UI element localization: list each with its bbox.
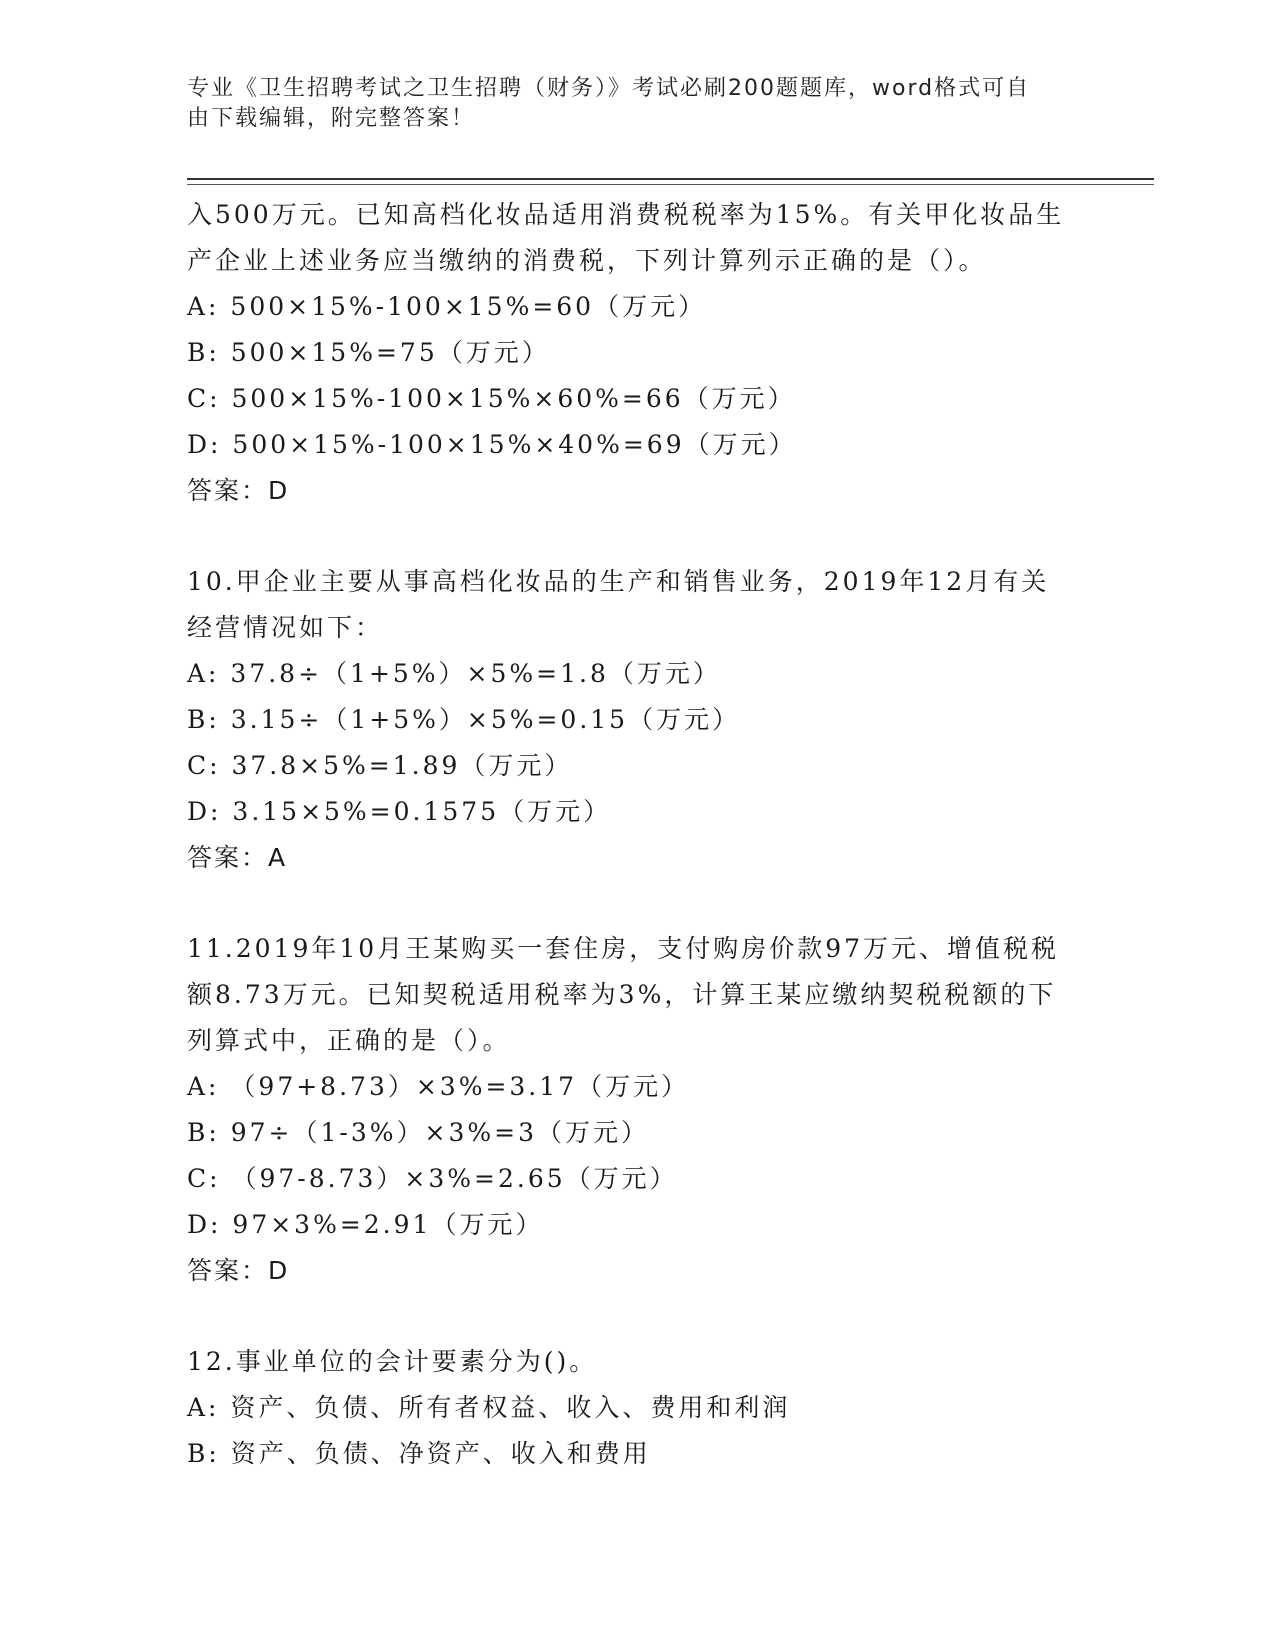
question-stem-line: 额8.73万元。已知契税适用税率为3%，计算王某应缴纳契税税额的下	[187, 980, 1057, 1009]
option-a: A: 资产、负债、所有者权益、收入、费用和利润	[187, 1393, 791, 1422]
question-stem-line: 11.2019年10月王某购买一套住房，支付购房价款97万元、增值税税	[187, 934, 1060, 963]
question-stem-line: 列算式中，正确的是（）。	[187, 1026, 511, 1055]
answer-line: 答案：D	[187, 476, 290, 505]
answer-line: 答案：A	[187, 843, 288, 872]
question-stem-line: 10.甲企业主要从事高档化妆品的生产和销售业务，2019年12月有关	[187, 567, 1050, 596]
document-header	[187, 74, 1067, 134]
answer-line: 答案：D	[187, 1256, 290, 1285]
option-c: C: 37.8×5%=1.89（万元）	[187, 751, 573, 780]
header-line-1: 专业《卫生招聘考试之卫生招聘（财务）》考试必刷200题题库，word格式可自	[187, 76, 1031, 101]
spacer	[187, 1294, 1087, 1339]
document-body	[187, 192, 1087, 1477]
question-stem-line: 经营情况如下：	[187, 613, 384, 642]
header-line-2: 由下载编辑，附完整答案！	[187, 106, 476, 131]
header-divider-thin	[187, 184, 1154, 185]
spacer	[187, 514, 1087, 559]
option-d: D: 500×15%-100×15%×40%=69（万元）	[187, 430, 797, 459]
question-stem-line: 12.事业单位的会计要素分为()。	[187, 1347, 598, 1376]
spacer	[187, 881, 1087, 926]
option-d: D: 3.15×5%=0.1575（万元）	[187, 797, 612, 826]
option-c: C: 500×15%-100×15%×60%=66（万元）	[187, 384, 796, 413]
question-9	[187, 192, 1087, 514]
option-b: B: 97÷（1-3%）×3%=3（万元）	[187, 1118, 649, 1147]
option-d: D: 97×3%=2.91（万元）	[187, 1210, 544, 1239]
question-stem-line: 产企业上述业务应当缴纳的消费税，下列计算列示正确的是（）。	[187, 246, 987, 275]
option-b: B: 500×15%=75（万元）	[187, 338, 550, 367]
question-11	[187, 926, 1087, 1294]
option-a: A: 37.8÷（1+5%）×5%=1.8（万元）	[187, 659, 721, 688]
option-b: B: 资产、负债、净资产、收入和费用	[187, 1439, 651, 1468]
option-a: A: （97+8.73）×3%=3.17（万元）	[187, 1072, 690, 1101]
question-12	[187, 1339, 1087, 1477]
question-stem-line: 入500万元。已知高档化妆品适用消费税税率为15%。有关甲化妆品生	[187, 200, 1065, 229]
option-b: B: 3.15÷（1+5%）×5%=0.15（万元）	[187, 705, 741, 734]
question-10	[187, 559, 1087, 881]
option-a: A: 500×15%-100×15%=60（万元）	[187, 292, 707, 321]
header-divider-thick	[187, 178, 1154, 180]
option-c: C: （97-8.73）×3%=2.65（万元）	[187, 1164, 678, 1193]
